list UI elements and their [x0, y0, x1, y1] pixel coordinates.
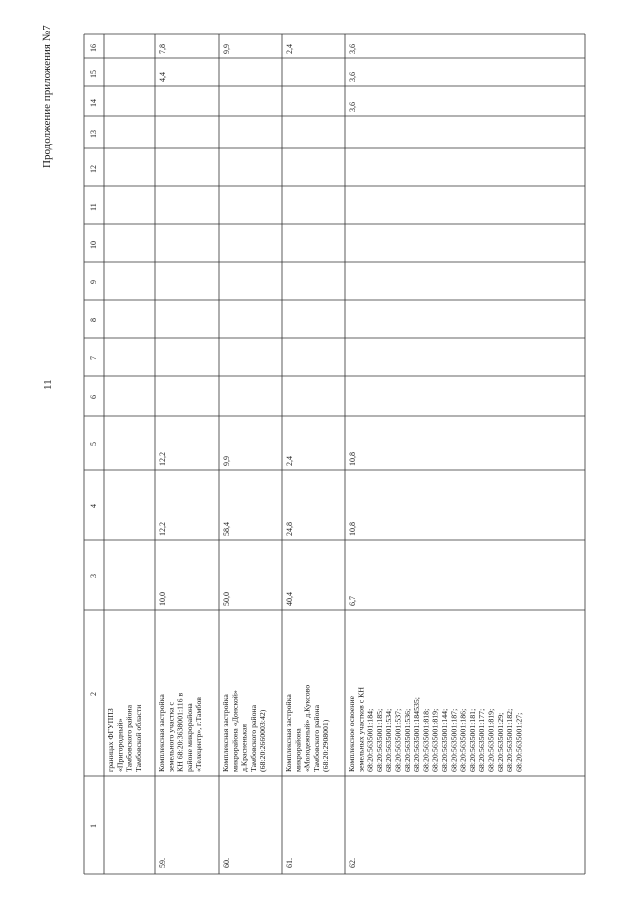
- cell-value: 58,4: [222, 522, 231, 536]
- cell-value: 3,6: [348, 72, 357, 82]
- row-name-line: Тамбовского района: [311, 704, 321, 772]
- row-name-line: Комплексная застройка: [284, 694, 293, 772]
- page-number: 11: [42, 379, 54, 390]
- row-name-line: 68:20:5635001:536;: [402, 708, 412, 772]
- row-name-line: 68:20:5635001:144;: [440, 708, 449, 772]
- row-name-line: границах ФГУППЗ: [106, 708, 115, 772]
- row-name-line: Тамбовской области: [133, 704, 143, 772]
- row-name-line: (68:20:2660003:42): [258, 709, 268, 772]
- row-name-line: 68:20:5635001:177;: [477, 708, 487, 772]
- cell-value: 3,6: [348, 102, 357, 112]
- row-name-line: Комплексная застройка: [157, 694, 166, 772]
- cell-value: 2,4: [285, 456, 294, 466]
- column-header: 4: [89, 504, 98, 508]
- cell-value: 10,0: [158, 592, 167, 606]
- row-number: 60.: [222, 858, 231, 868]
- row-number: 61.: [285, 858, 294, 868]
- column-header: 5: [89, 442, 98, 446]
- row-name-line: 68:20:5635001:29;: [495, 712, 505, 772]
- column-header: 13: [89, 130, 98, 138]
- row-name-line: «Телецентр», г.Тамбов: [194, 697, 204, 772]
- cell-value: 24,8: [285, 522, 294, 536]
- column-header: 14: [89, 99, 98, 107]
- row-name-line: Тамбовского района: [248, 704, 258, 772]
- column-header: 1: [89, 824, 98, 828]
- cell-value: 4,4: [158, 72, 167, 82]
- page-header: Продолжение приложения №7: [41, 25, 53, 168]
- column-header: 16: [89, 44, 98, 52]
- cell-value: 7,8: [158, 44, 167, 54]
- row-name-line: земельных участков с КН: [356, 687, 366, 772]
- cell-value: 9,9: [222, 44, 231, 54]
- column-header: 10: [89, 241, 98, 249]
- column-header: 12: [89, 165, 98, 173]
- row-name-line: 68:20:5635001:184;: [365, 708, 375, 772]
- row-name-line: 68:20:5635001:186;: [458, 708, 468, 772]
- column-header: 3: [89, 574, 98, 578]
- row-name-line: 68:20:5635001:181;: [467, 708, 477, 772]
- column-header: 7: [89, 356, 98, 360]
- row-name-line: 68:20:5635001:819;: [486, 708, 496, 772]
- row-name-line: Комплексное освоение: [347, 695, 356, 772]
- row-name-line: 68:20:5635001:537;: [393, 708, 403, 772]
- row-name-line: «Молодежный» д.Куксово: [302, 684, 312, 772]
- cell-value: 10,8: [348, 452, 357, 466]
- row-name-line: микрорайона: [293, 728, 303, 772]
- row-name-line: КН 68:20:3638001:116 в: [175, 692, 185, 772]
- row-name-line: «Пригородный»: [115, 718, 125, 772]
- cell-value: 9,9: [222, 456, 231, 466]
- row-name-line: 68:20:5635001:819;: [430, 708, 440, 772]
- row-name-line: 68:20:5635001:534;: [384, 708, 394, 772]
- row-name-line: Тамбовского района: [124, 704, 134, 772]
- row-name-line: земельного участка с: [166, 702, 176, 772]
- column-header: 9: [89, 280, 98, 284]
- row-name-line: 68:20:5635001:182;: [505, 708, 515, 772]
- row-name-line: д.Красненькая: [239, 723, 249, 772]
- cell-value: 10,8: [348, 522, 357, 536]
- column-header: 6: [89, 395, 98, 399]
- row-name-line: 68:20:5635001:187;: [449, 708, 459, 772]
- row-name-line: микрорайона «Донской»: [230, 690, 240, 772]
- row-name-line: 68:20:5635001:818;: [421, 708, 431, 772]
- cell-value: 3,6: [348, 44, 357, 54]
- cell-value: 6,7: [348, 596, 357, 606]
- column-header: 15: [89, 70, 98, 78]
- cell-value: 12,2: [158, 522, 167, 536]
- row-name-line: 68:20:5635001:27;: [514, 712, 524, 772]
- column-header: 8: [89, 318, 98, 322]
- cell-value: 40,4: [285, 592, 294, 606]
- row-number: 62.: [348, 858, 357, 868]
- cell-value: 12,2: [158, 452, 167, 466]
- row-name-line: 68:20:5635001:184535;: [412, 697, 422, 772]
- row-name-line: районе микрорайона: [184, 703, 194, 772]
- row-name-line: (68:20:2908001): [321, 719, 331, 772]
- column-header: 2: [89, 692, 98, 696]
- column-header: 11: [89, 203, 98, 211]
- cell-value: 50,0: [222, 592, 231, 606]
- row-name-line: Комплексная застройка: [221, 694, 230, 772]
- cell-value: 2,4: [285, 44, 294, 54]
- row-name-line: 68:20:5635001:185;: [374, 708, 384, 772]
- row-number: 59.: [158, 858, 167, 868]
